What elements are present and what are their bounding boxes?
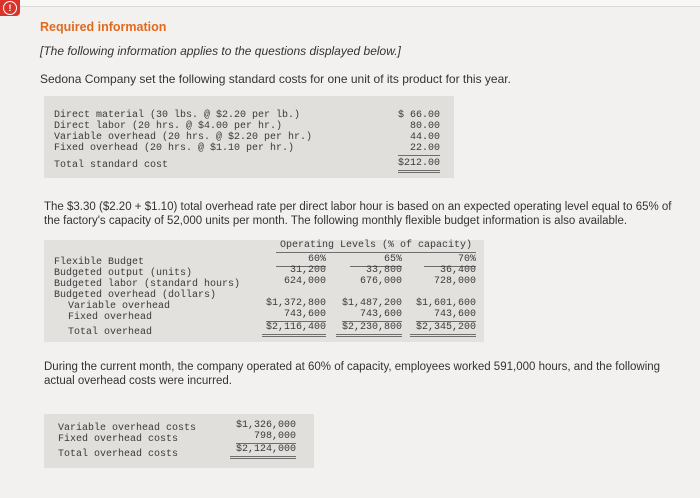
fb-total-label: Total overhead <box>68 327 153 338</box>
fb-col-2-labor: 728,000 <box>433 276 476 287</box>
overhead-rate-paragraph: The $3.30 ($2.20 + $1.10) total overhead rate per direct labor hour is based on an expected operating level equal to 65% of the factory's capacity of 52,000 units per month. The following monthly flexible budget information is also available. <box>44 201 672 227</box>
std-row-value-2: 44.00 <box>409 132 440 143</box>
std-row-value-0: $ 66.00 <box>397 110 440 121</box>
fb-output-label: Budgeted output (units) <box>54 268 193 279</box>
intro-text: Sedona Company set the following standard costs for one unit of its product for this year. <box>40 72 511 86</box>
std-row-label-1: Direct labor (20 hrs. @ $4.00 per hr.) <box>54 121 283 132</box>
alert-tab <box>0 0 20 16</box>
actual-row-value-0: $1,326,000 <box>235 420 296 431</box>
fb-col-0-level: 60% <box>276 254 326 267</box>
std-row-value-1: 80.00 <box>409 121 440 132</box>
fb-col-0-total: $2,116,400 <box>262 322 326 337</box>
fb-col-1-labor: 676,000 <box>359 276 402 287</box>
fb-col-2-level: 70% <box>424 254 476 267</box>
actual-row-label-0: Variable overhead costs <box>58 423 197 434</box>
applies-note: [The following information applies to the questions displayed below.] <box>40 44 401 58</box>
required-information-heading: Required information <box>40 20 167 34</box>
fb-fixed-label: Fixed overhead <box>68 312 153 323</box>
exclamation-icon: ! <box>3 1 17 15</box>
fb-col-0-variable: $1,372,800 <box>265 298 326 309</box>
fb-col-0-labor: 624,000 <box>283 276 326 287</box>
fb-variable-label: Variable overhead <box>68 301 171 312</box>
actual-row-label-2: Total overhead costs <box>58 449 179 460</box>
operating-levels-header: Operating Levels (% of capacity) <box>276 240 476 253</box>
fb-col-2-output: 36,400 <box>439 265 476 276</box>
fb-col-2-total: $2,345,200 <box>410 322 476 337</box>
std-row-label-2: Variable overhead (20 hrs. @ $2.20 per hr.) <box>54 132 313 143</box>
top-bar <box>20 0 700 7</box>
fb-col-1-output: 33,800 <box>365 265 402 276</box>
actual-row-value-1: 798,000 <box>236 431 296 444</box>
fb-col-1-variable: $1,487,200 <box>341 298 402 309</box>
fb-col-1-level: 65% <box>350 254 402 267</box>
fb-labor-label: Budgeted labor (standard hours) <box>54 279 241 290</box>
std-row-value-4: $212.00 <box>398 158 440 173</box>
std-row-label-0: Direct material (30 lbs. @ $2.20 per lb.) <box>54 110 301 121</box>
actual-row-label-1: Fixed overhead costs <box>58 434 179 445</box>
std-row-label-4: Total standard cost <box>54 160 169 171</box>
actual-row-value-2: $2,124,000 <box>230 444 296 459</box>
actual-month-paragraph: During the current month, the company operated at 60% of capacity, employees worked 591,000 hours, and the following actual overhead costs were incurred. <box>44 361 661 387</box>
std-row-label-3: Fixed overhead (20 hrs. @ $1.10 per hr.) <box>54 143 295 154</box>
fb-col-2-fixed: 743,600 <box>416 309 476 322</box>
fb-overhead-label: Budgeted overhead (dollars) <box>54 290 217 301</box>
fb-title: Flexible Budget <box>54 257 145 268</box>
fb-col-2-variable: $1,601,600 <box>415 298 476 309</box>
fb-col-1-fixed: 743,600 <box>342 309 402 322</box>
std-row-value-3: 22.00 <box>398 143 440 156</box>
fb-col-0-output: 31,200 <box>289 265 326 276</box>
fb-col-1-total: $2,230,800 <box>336 322 402 337</box>
fb-col-0-fixed: 743,600 <box>266 309 326 322</box>
